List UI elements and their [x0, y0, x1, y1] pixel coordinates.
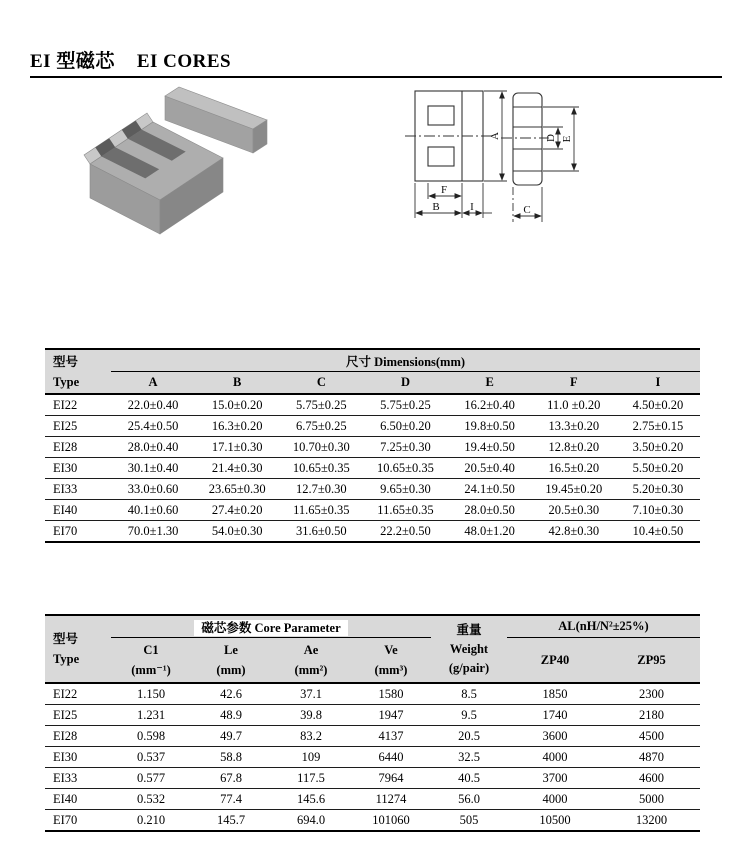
cell: 1.231: [111, 705, 191, 726]
cell-type: EI28: [45, 726, 111, 747]
cell: 40.5: [431, 768, 507, 789]
table-row: [45, 479, 700, 500]
table-row: [45, 705, 700, 726]
table-row: [45, 789, 700, 810]
cell: 7.10±0.30: [616, 500, 700, 521]
cell: 10.65±0.35: [279, 458, 363, 479]
cell: 145.6: [271, 789, 351, 810]
cell: 4000: [507, 789, 603, 810]
table-row: [45, 768, 700, 789]
col-header-le: Le (mm): [191, 638, 271, 684]
cell: 67.8: [191, 768, 271, 789]
cell-type: EI33: [45, 479, 111, 500]
cell: 1580: [351, 683, 431, 705]
cell: 6440: [351, 747, 431, 768]
cell: 2180: [603, 705, 700, 726]
cell: 27.4±0.20: [195, 500, 279, 521]
cell-type: EI70: [53, 812, 78, 827]
cell-type: EI33: [45, 768, 111, 789]
cell: 13200: [635, 812, 668, 827]
cell: 17.1±0.30: [195, 437, 279, 458]
cell: 42.6: [191, 683, 271, 705]
cell: 0.577: [111, 768, 191, 789]
cell: 5.75±0.25: [363, 394, 447, 416]
cell: 77.4: [191, 789, 271, 810]
ei-core-product-photo: [65, 82, 345, 242]
cell: 10.65±0.35: [363, 458, 447, 479]
group-header-core-parameter: 磁芯参数 Core Parameter: [111, 615, 431, 638]
col-header-type: 型号 Type: [45, 615, 111, 683]
cell: 9.5: [431, 705, 507, 726]
cell: 11274: [351, 789, 431, 810]
cell: 10.70±0.30: [279, 437, 363, 458]
dim-label-e: E: [561, 135, 573, 143]
cell-type: EI70: [53, 523, 78, 538]
cell: 8.5: [431, 683, 507, 705]
dim-label-f: F: [440, 184, 448, 196]
page-title-en: EI CORES: [136, 51, 232, 72]
cell: 4870: [603, 747, 700, 768]
cell: 20.5: [431, 726, 507, 747]
cell: 19.8±0.50: [448, 416, 532, 437]
cell: 20.5±0.30: [532, 500, 616, 521]
cell: 7964: [351, 768, 431, 789]
cell: 13.3±0.20: [532, 416, 616, 437]
col-header-f: F: [532, 372, 616, 395]
cell: 28.0±0.40: [111, 437, 195, 458]
cell: 9.65±0.30: [363, 479, 447, 500]
cell: 15.0±0.20: [195, 394, 279, 416]
dim-label-c: C: [523, 204, 531, 216]
cell: 117.5: [271, 768, 351, 789]
cell: 3600: [507, 726, 603, 747]
cell: 1.150: [111, 683, 191, 705]
cell: 12.8±0.20: [532, 437, 616, 458]
table-row: [45, 810, 700, 832]
col-header-zp40: ZP40: [507, 638, 603, 684]
cell: 28.0±0.50: [448, 500, 532, 521]
cell: 5.50±0.20: [616, 458, 700, 479]
ei-core-dimension-drawing: [395, 75, 705, 235]
cell: 22.0±0.40: [111, 394, 195, 416]
cell: 19.4±0.50: [448, 437, 532, 458]
group-header-al: AL(nH/N²±25%): [507, 615, 700, 638]
cell: 31.6±0.50: [296, 523, 347, 538]
cell: 7.25±0.30: [363, 437, 447, 458]
cell: 2300: [603, 683, 700, 705]
dim-label-i: I: [470, 201, 474, 213]
cell: 48.9: [191, 705, 271, 726]
cell: 48.0±1.20: [464, 523, 515, 538]
cell: 1850: [507, 683, 603, 705]
cell-type: EI30: [45, 747, 111, 768]
dim-label-a: A: [489, 132, 501, 140]
col-header-a: A: [111, 372, 195, 395]
cell: 505: [459, 812, 479, 827]
front-view: [405, 91, 495, 181]
dim-label-b: B: [432, 201, 440, 213]
cell: 3.50±0.20: [616, 437, 700, 458]
cell: 10500: [539, 812, 571, 827]
side-view: [501, 93, 549, 185]
col-header-d: D: [363, 372, 447, 395]
cell: 21.4±0.30: [195, 458, 279, 479]
cell: 39.8: [271, 705, 351, 726]
cell: 16.2±0.40: [448, 394, 532, 416]
cell: 16.5±0.20: [532, 458, 616, 479]
cell: 0.537: [111, 747, 191, 768]
cell: 37.1: [271, 683, 351, 705]
cell-type: EI40: [45, 789, 111, 810]
dimensions-table: [45, 348, 700, 543]
cell: 10.4±0.50: [632, 523, 684, 538]
cell-type: EI28: [45, 437, 111, 458]
cell: 56.0: [431, 789, 507, 810]
col-header-i: I: [616, 372, 700, 395]
table-row: [45, 416, 700, 437]
cell: 11.0 ±0.20: [532, 394, 616, 416]
page-title: [30, 46, 722, 78]
cell: 40.1±0.60: [111, 500, 195, 521]
col-header-type: 型号 Type: [45, 349, 111, 394]
cell: 23.65±0.30: [195, 479, 279, 500]
col-header-e: E: [448, 372, 532, 395]
cell: 5.75±0.25: [279, 394, 363, 416]
table-row: [45, 747, 700, 768]
table-row: [45, 458, 700, 479]
cell: 1947: [351, 705, 431, 726]
cell: 6.75±0.25: [279, 416, 363, 437]
cell: 33.0±0.60: [111, 479, 195, 500]
table-row: [45, 500, 700, 521]
cell: 54.0±0.30: [211, 523, 263, 538]
cell: 4500: [603, 726, 700, 747]
cell: 2.75±0.15: [616, 416, 700, 437]
cell: 12.7±0.30: [279, 479, 363, 500]
cell: 6.50±0.20: [363, 416, 447, 437]
cell: 4600: [603, 768, 700, 789]
col-header-c: C: [279, 372, 363, 395]
cell: 109: [271, 747, 351, 768]
table-row: [45, 683, 700, 705]
cell: 58.8: [191, 747, 271, 768]
cell: 11.65±0.35: [279, 500, 363, 521]
dim-label-d: D: [545, 134, 557, 142]
cell: 30.1±0.40: [111, 458, 195, 479]
group-header-dimensions: 尺寸 Dimensions(mm): [111, 349, 700, 372]
cell: 4.50±0.20: [616, 394, 700, 416]
table-row: [45, 521, 700, 543]
cell: 19.45±0.20: [532, 479, 616, 500]
cell: 16.3±0.20: [195, 416, 279, 437]
cell: 145.7: [216, 812, 246, 827]
col-header-ve: Ve (mm³): [351, 638, 431, 684]
col-header-zp95: ZP95: [603, 638, 700, 684]
cell: 49.7: [191, 726, 271, 747]
cell: 5.20±0.30: [616, 479, 700, 500]
cell: 83.2: [271, 726, 351, 747]
cell: 5000: [603, 789, 700, 810]
table-row: [45, 394, 700, 416]
cell: 1740: [507, 705, 603, 726]
cell: 42.8±0.30: [548, 523, 600, 538]
cell: 20.5±0.40: [448, 458, 532, 479]
cell-type: EI25: [45, 705, 111, 726]
table-row: [45, 437, 700, 458]
cell: 0.598: [111, 726, 191, 747]
cell: 11.65±0.35: [363, 500, 447, 521]
cell-type: EI22: [45, 394, 111, 416]
cell: 24.1±0.50: [448, 479, 532, 500]
cell: 25.4±0.50: [111, 416, 195, 437]
cell-type: EI25: [45, 416, 111, 437]
col-header-ae: Ae (mm²): [271, 638, 351, 684]
cell: 0.210: [136, 812, 166, 827]
page-title-zh: EI 型磁芯: [30, 51, 115, 72]
cell: 694.0: [296, 812, 326, 827]
cell: 4137: [351, 726, 431, 747]
cell: 32.5: [431, 747, 507, 768]
core-parameter-table: [45, 614, 700, 832]
cell: 101060: [372, 812, 410, 827]
cell: 4000: [507, 747, 603, 768]
cell: 0.532: [111, 789, 191, 810]
cell: 70.0±1.30: [127, 523, 179, 538]
col-header-c1: C1 (mm⁻¹): [111, 638, 191, 684]
table-row: [45, 726, 700, 747]
cell-type: EI22: [45, 683, 111, 705]
cell: 22.2±0.50: [380, 523, 431, 538]
cell-type: EI40: [45, 500, 111, 521]
col-header-b: B: [195, 372, 279, 395]
cell: 3700: [507, 768, 603, 789]
cell-type: EI30: [45, 458, 111, 479]
front-view-dimensions: [415, 91, 507, 218]
col-header-weight: 重量 Weight (g/pair): [431, 615, 507, 683]
